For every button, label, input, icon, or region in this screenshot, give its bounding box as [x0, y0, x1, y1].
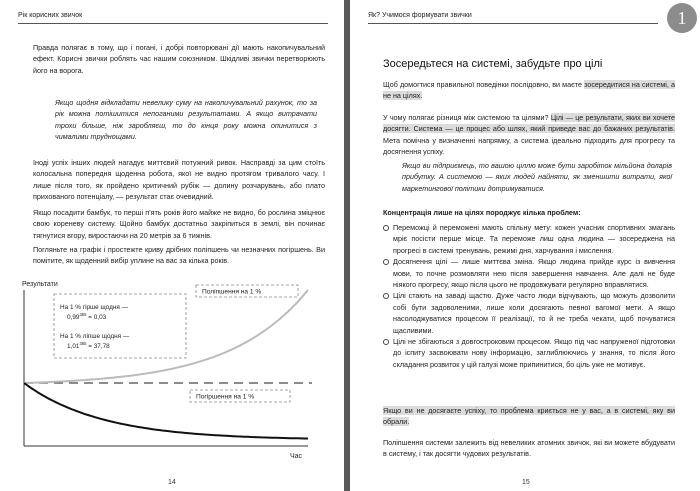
paragraph: У чому полягає різниця між системою та цілями? Цілі — це результати, яких ви хочете досягти. Система — це процес або шлях, який приведе вас до бажаних результатів. Мета помічна у визначенні напрямку, а система ідеально підходить для прогресу та досягнення успіху. — [383, 113, 675, 157]
problem-list — [383, 222, 675, 370]
left-page — [0, 0, 344, 491]
paragraph — [383, 405, 675, 428]
list-item: Досягнення цілі — лише миттєва зміна. Якщо людина прийде курс із вивчення мови, то почне розмовляти нею після завершення навчання. Але далі не буде ніякого прогресу, якщо після цього не продовжувати регулярно вправлятися. — [383, 256, 675, 290]
decline-curve — [24, 383, 308, 439]
paragraph: Правда полягає в тому, що і погані, і добрі повторювані дії мають накопичувальний ефект. Корисні звички роблять час нашим союзником. Шкідливі звички перетворюють його на ворога. — [33, 43, 325, 75]
paragraph: Поліпшення системи залежить від невеликих атомних звичок, які ви можете вбудувати в систему, і так досягти чудових результатів. — [383, 438, 675, 459]
list-item: Цілі не збігаються з довгостроковим процесом. Якщо під час напруженої підготовки до іспиту засвоювати нову інформацію, заглиблюючись у знання, то після його складання розвиток у цій галузі може припинитися, бо ціль уже не мотивує. — [383, 336, 675, 370]
right-page — [350, 0, 700, 491]
highlight: Цілі — це результати, яких ви хочете досягти. Система — це процес або шлях, який приведе вас до бажаних результатів. — [383, 113, 675, 134]
formula-worse: $0,99^{365} = 0,03$ — [67, 312, 107, 321]
annotation-better: На 1 % ліпше щодня — — [60, 333, 130, 340]
paragraph: Якщо посадити бамбук, то перші п'ять років його майже не видно, бо рослина зміцнює свою кореневу систему. Щойно бамбук достатньо закріпиться в землі, він починає тягнутися вгору, виростаючи на 20 метрів за 6 тижнів. — [33, 208, 325, 240]
chapter-number-badge: 1 — [667, 3, 697, 33]
header-rule — [368, 23, 658, 24]
legend-decline: Погіршення на 1 % — [196, 393, 255, 401]
quote: Якщо ви підприємець, то вашою ціллю може бути заробіток мільйона доларів прибутку. А системою — яких людей найняти, як зменшити витрати, якої маркетингової політики дотримуватися. — [402, 161, 672, 193]
highlight: зосередитися на системі, а не на цілях. — [383, 80, 676, 101]
x-axis-label: Час — [290, 453, 303, 460]
formula-better: $1,01^{365} = 37,78$ — [67, 341, 110, 350]
annotation-worse: На 1 % гірше щодня — — [60, 304, 128, 311]
running-header: Як? Учимося формувати звички — [368, 12, 472, 19]
section-heading: Зосередьтеся на системі, забудьте про цілі — [383, 58, 603, 70]
header-rule — [18, 23, 328, 24]
list-item: Цілі стають на заваді щастю. Дуже часто люди відчувають, що можуть дозволити собі бути задоволеними, лише коли досягають певної вагомої мети. А якщо насолоджуватися процесом її реалізації, то й не треба чекати, щоб почуватися щасливими. — [383, 290, 675, 336]
paragraph: Погляньте на графік і простежте криву дрібних поліпшень чи незначних погіршень. Ви помітите, як щоденний вибір уплине на вас за кілька років. — [33, 245, 325, 266]
y-axis-label: Результати — [22, 281, 58, 288]
highlight: Якщо ви не досягаєте успіху, то проблема криється не у вас, а в системі, яку ви обрали. — [383, 406, 675, 427]
habit-chart — [22, 278, 322, 468]
running-header: Рік корисних звичок — [18, 12, 83, 19]
bold-lead: Концентрація лише на цілях породжує кілька проблем: — [383, 208, 581, 217]
paragraph: Іноді успіх інших людей нагадує миттєвий потужний ривок. Насправді за цим стоїть колосальна попередня щоденна робота, якої не видно протягом тривалого часу. І лише після того, як пройдено критичний рубіж — долину розчарувань, або плато прихованого потенціалу, — результат стає очевидний. — [33, 158, 325, 202]
paragraph: Щоб домогтися правильної поведінки послідовно, ви маєте зосередитися на системі, а не на цілях. — [383, 80, 676, 101]
page-number: 15 — [522, 479, 530, 486]
quote: Якщо щодня відкладати невелику суму на накопичувальний рахунок, то за рік можна потішитися непоганими результатами. А якщо витрачати трохи більше, ніж заробляєш, то до кінця року можна опинитися з чималими труднощами. — [55, 98, 317, 142]
page-number: 14 — [168, 479, 176, 486]
list-item: Переможці й переможені мають спільну мету: кожен учасник спортивних змагань мріє посісти перше місце. Та переможе лиш одна людина — зосереджена на прогресі в системі тренувань, режимі дня, харчування і мислення. — [383, 222, 675, 256]
legend-improvement: Поліпшення на 1 % — [202, 288, 262, 296]
